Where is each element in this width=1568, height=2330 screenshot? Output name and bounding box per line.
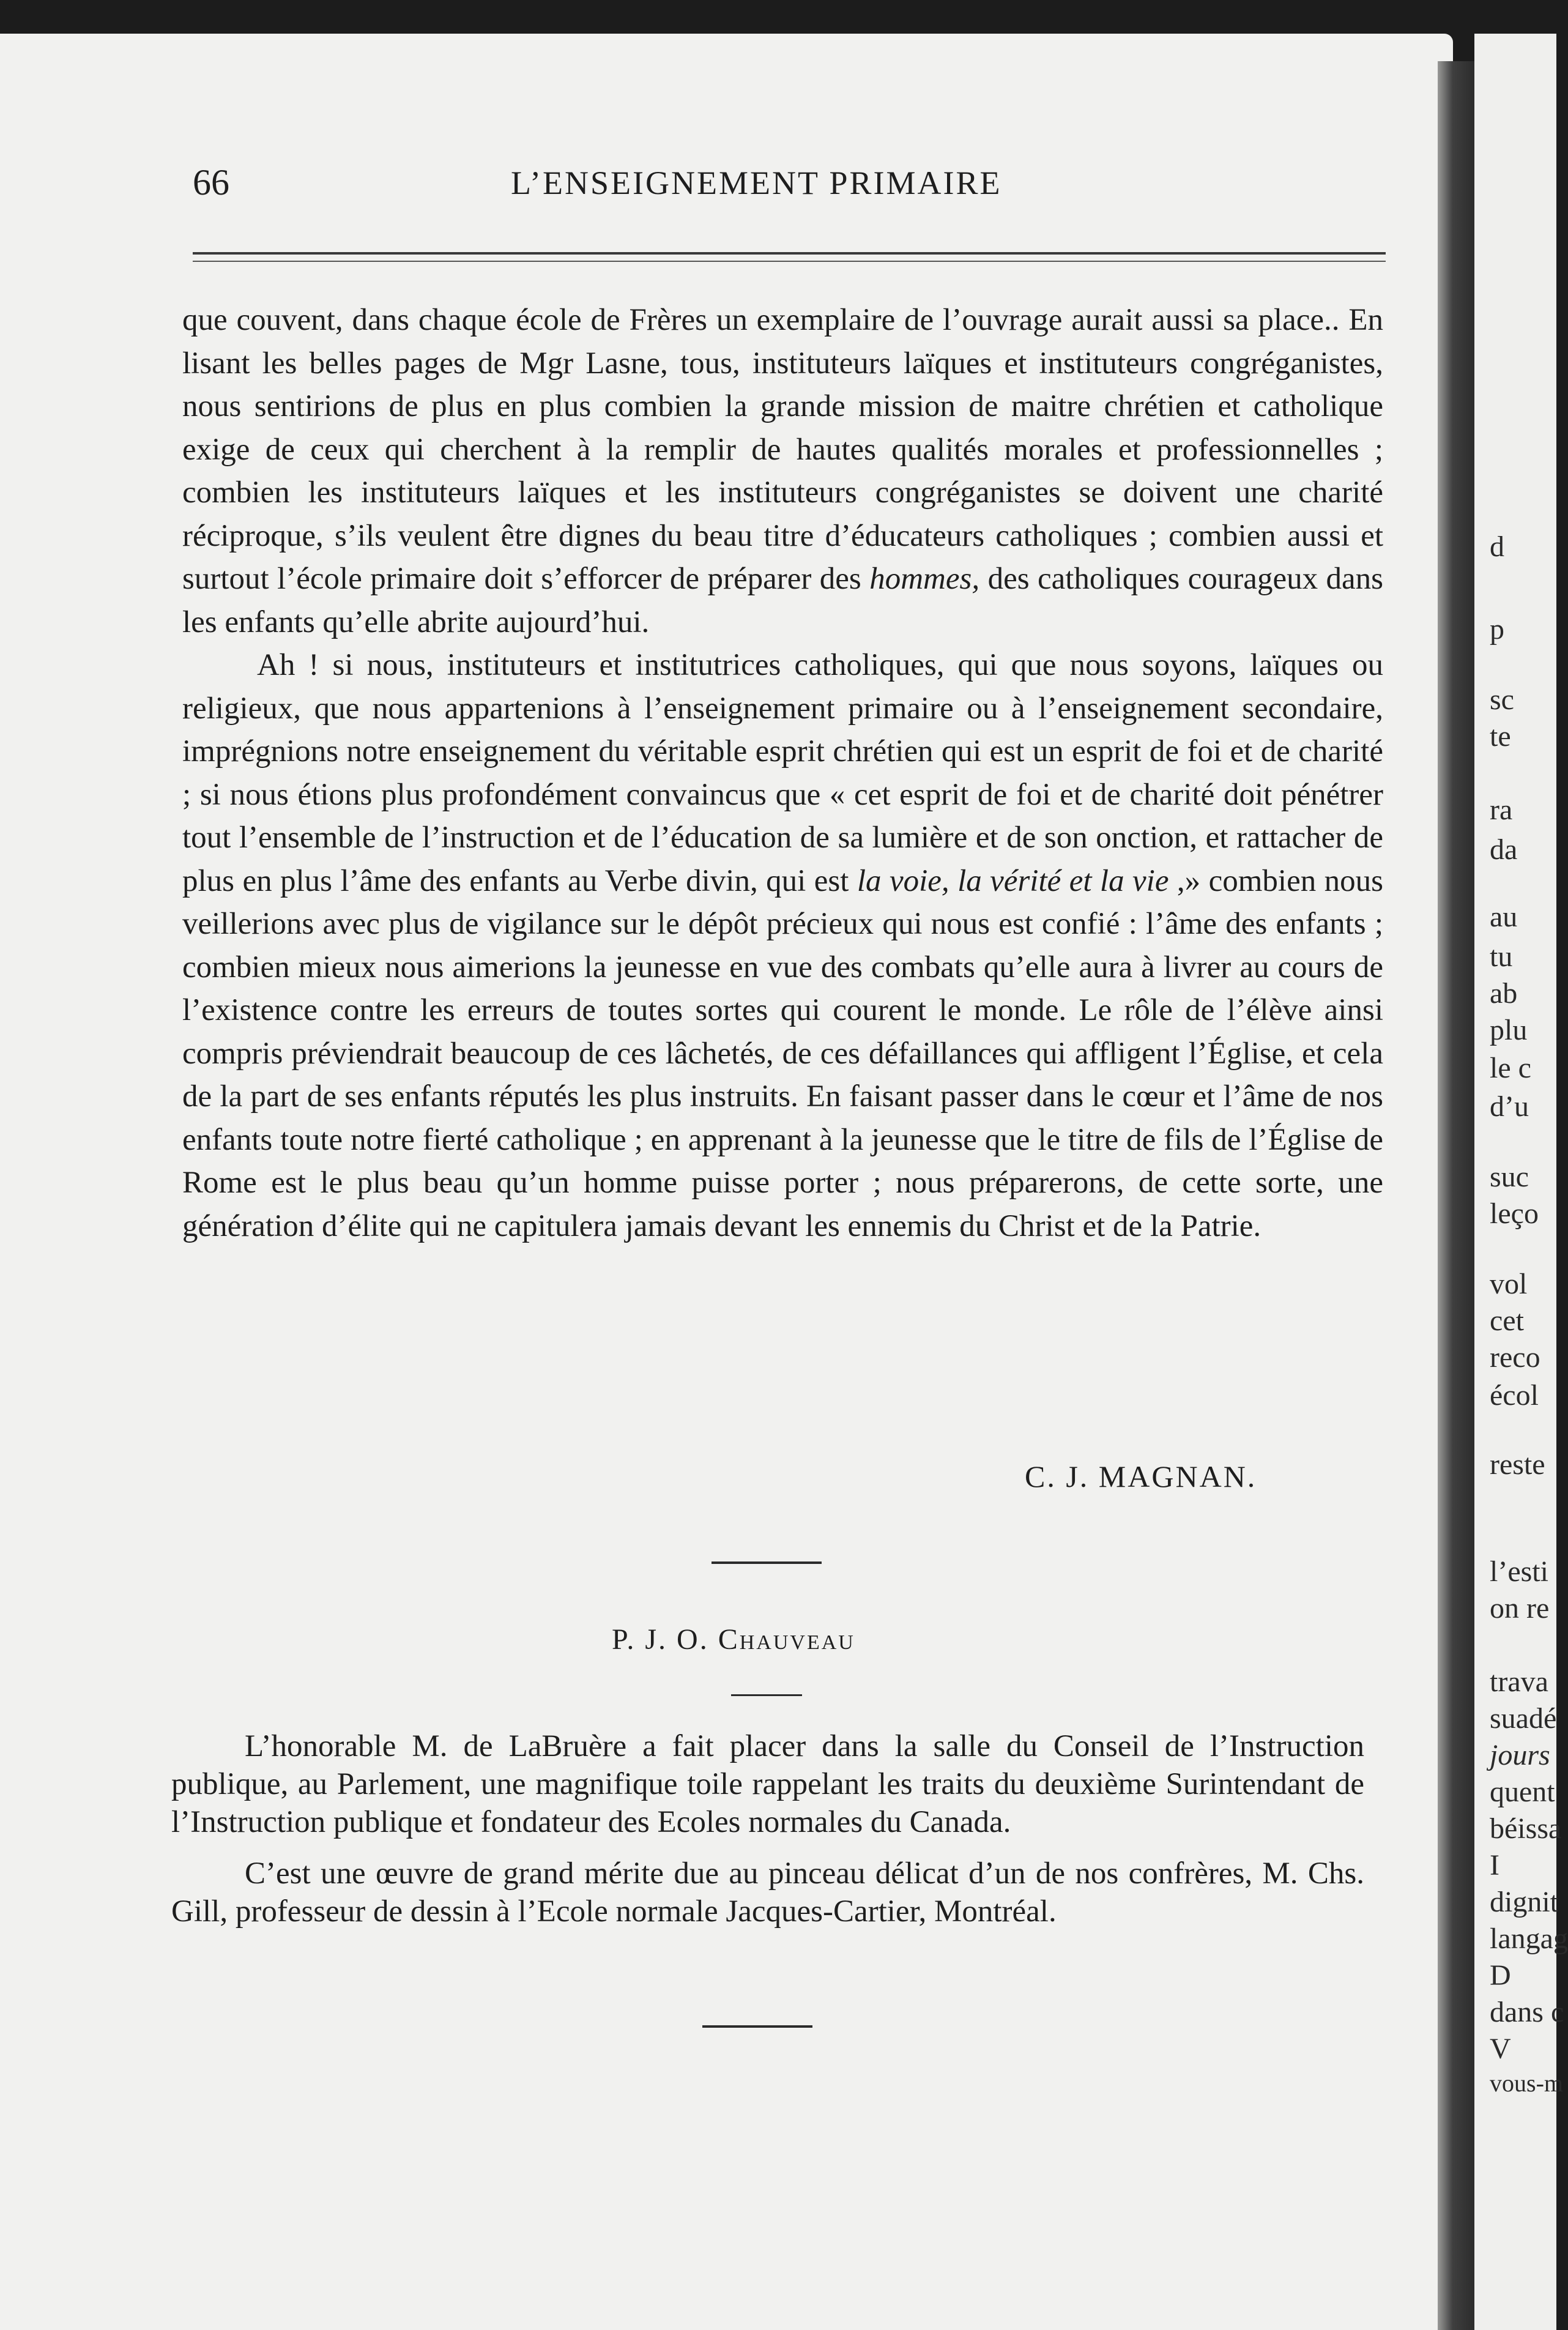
facing-page-fragment: vol: [1490, 1268, 1528, 1300]
facing-page-fragment: te: [1490, 720, 1511, 753]
closing-divider: [702, 2025, 812, 2028]
emphasis-text: hommes,: [869, 562, 980, 596]
header-rule-thin: [193, 261, 1386, 262]
title-name: Chauveau: [718, 1623, 855, 1656]
facing-page-fragment: suadé: [1490, 1702, 1557, 1735]
facing-page-fragment: l’esti: [1490, 1555, 1548, 1588]
section-divider: [712, 1561, 822, 1564]
page-number: 66: [193, 162, 229, 203]
facing-page-fragment: reco: [1490, 1341, 1540, 1374]
article-paragraph: [182, 644, 1383, 1248]
notice-paragraph: L’honorable M. de LaBruère a fait placer dans la salle du Conseil de l’Instruction publique, au Parlement, une magnifique toile rappelant les traits du deuxième Surintendant de l’Instruction publique et fondateur des Ecoles normales du Canada.: [171, 1729, 1364, 1839]
facing-page-fragment: ra: [1490, 794, 1513, 826]
facing-page-fragment: leço: [1490, 1197, 1539, 1230]
facing-page-fragment: d’u: [1490, 1090, 1529, 1123]
notice-body: [171, 1727, 1364, 1930]
author-signature: C. J. MAGNAN.: [1025, 1459, 1257, 1494]
facing-page-fragment: le c: [1490, 1052, 1531, 1084]
paragraph-text: Ah ! si nous, instituteurs et institutrices catholiques, qui que nous soyons, laïques ou religieux, que nous appartenions à l’enseignement primaire ou à l’enseignement secondaire, imprégnions notre enseignement du véritable esprit chrétien qui est un esprit de foi et de charité ; si nous étions plus profondément convaincus que « cet esprit de foi et de charité doit pénétrer tout l’ensemble de l’instruction et de l’éducation de sa lumière et de son onction, et rattacher de plus en plus l’âme des enfants au Verbe divin, qui est: [182, 648, 1383, 898]
paragraph-text: des catholiques courageux dans les enfants qu’elle abrite aujourd’hui.: [182, 562, 1383, 639]
paragraph-text: ,» combien nous veillerions avec plus de vigilance sur le dépôt précieux qui nous est confié : l’âme des enfants ; combien mieux nous aimerions la jeunesse en vue des combats qu’elle aura à livrer au cours de l’existence contre les erreurs de toutes sortes qui courent le monde. Le rôle de l’élève ainsi compris préviendrait beaucoup de ces lâchetés, de ces défaillances qui affligent l’Église, et cela de la part de ses enfants réputés les plus instruits. En faisant passer dans le cœur et l’âme de nos enfants toute notre fierté catholique ; en apprenant à la jeunesse que le titre de fils de l’Église de Rome est le plus beau qu’un homme puisse porter ; nous préparerons, de cette sorte, une génération d’élite qui ne capitulera jamais devant les ennemis du Christ et de la Patrie.: [182, 863, 1383, 1243]
facing-page-fragment: D: [1490, 1959, 1511, 1992]
facing-page-fragment: quent: [1490, 1776, 1555, 1808]
facing-page-fragment: on re: [1490, 1592, 1550, 1625]
notice-paragraph: C’est une œuvre de grand mérite due au pinceau délicat d’un de nos confrères, M. Chs. Gill, professeur de dessin à l’Ecole normale Jacques-Cartier, Montréal.: [171, 1856, 1364, 1929]
facing-page-fragment: cet: [1490, 1305, 1524, 1337]
running-title: L’ENSEIGNEMENT PRIMAIRE: [511, 165, 1002, 201]
facing-page-fragment: dans c: [1490, 1996, 1564, 2028]
facing-page-fragment: dignit: [1490, 1886, 1559, 1918]
facing-page-fragment: I: [1490, 1849, 1499, 1881]
paragraph-text: que couvent, dans chaque école de Frères un exemplaire de l’ouvrage aurait aussi sa place.. En lisant les belles pages de Mgr Lasne, tous, instituteurs laïques et instituteurs congréganistes, nous sentirions de plus en plus combien la grande mission de maitre chrétien et catholique exige de ceux qui cherchent à la remplir de hautes qualités morales et professionnelles ; combien les instituteurs laïques et les instituteurs congréganistes se doivent une charité réciproque, s’ils veulent être dignes du beau titre d’éducateurs catholiques ; combien aussi et surtout l’école primaire doit s’efforcer de préparer des: [182, 303, 1383, 596]
facing-page-fragment: suc: [1490, 1161, 1529, 1193]
facing-page-fragment: ab: [1490, 977, 1518, 1010]
title-initials: P. J. O.: [612, 1623, 709, 1656]
facing-page-fragment: langag: [1490, 1922, 1568, 1955]
facing-page-fragment: tu: [1490, 940, 1513, 973]
emphasis-text: la voie, la vérité et la vie: [856, 863, 1169, 898]
facing-page-fragment: trava: [1490, 1666, 1548, 1698]
facing-page-fragment: V: [1490, 2033, 1511, 2065]
facing-page-fragment: reste: [1490, 1448, 1545, 1481]
facing-page-fragment: écol: [1490, 1379, 1539, 1412]
facing-page-fragment: béissa: [1490, 1812, 1562, 1845]
article-body: [182, 299, 1383, 1248]
article-paragraph: [182, 299, 1383, 644]
title-underline: [731, 1694, 802, 1696]
section-title: [612, 1625, 855, 1654]
facing-page-fragment: jours: [1490, 1739, 1550, 1771]
facing-page-fragment: sc: [1490, 683, 1514, 716]
facing-page-fragment: au: [1490, 901, 1518, 933]
facing-page-fragment: p: [1490, 613, 1504, 646]
facing-page-fragment: plu: [1490, 1014, 1528, 1046]
facing-page-fragment: vous-m: [1490, 2069, 1563, 2097]
header-rule-thick: [193, 252, 1386, 255]
facing-page-fragment: d: [1490, 530, 1504, 563]
facing-page-fragment: da: [1490, 833, 1518, 866]
